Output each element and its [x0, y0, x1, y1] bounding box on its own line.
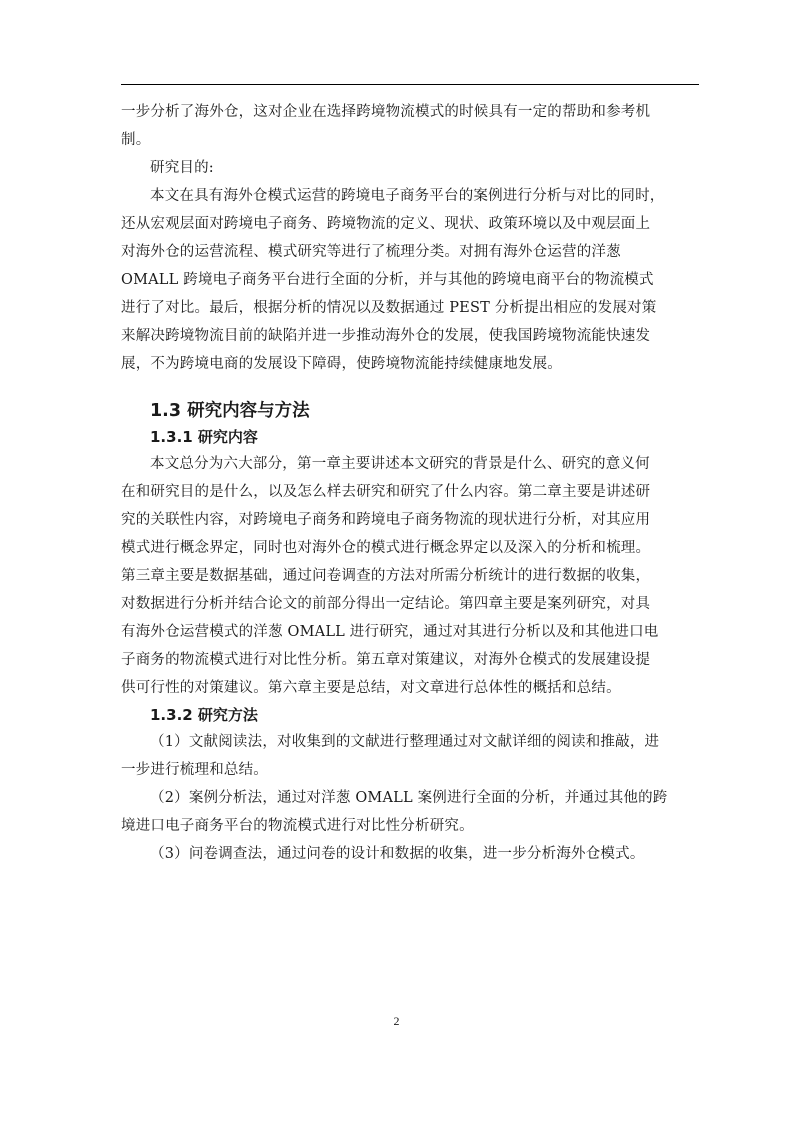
method-item-1 — [121, 728, 701, 784]
text-line: 进行了对比。最后，根据分析的情况以及数据通过 PEST 分析提出相应的发展对策 — [121, 300, 657, 316]
text-line: （1）文献阅读法，对收集到的文献进行整理通过对文献详细的阅读和推敲，进 — [150, 734, 660, 750]
method-item-2 — [121, 784, 701, 840]
page-number: 2 — [393, 1014, 400, 1028]
text-line: 对数据进行分析并结合论文的前部分得出一定结论。第四章主要是案列研究，对具 — [121, 596, 651, 612]
text-line: 有海外仓运营模式的洋葱 OMALL 进行研究，通过对其进行分析以及和其他进口电 — [121, 624, 659, 640]
text-line: 在和研究目的是什么，以及怎么样去研究和研究了什么内容。第二章主要是讲述研 — [121, 484, 651, 500]
text-line: 制。 — [121, 132, 151, 148]
continued-paragraph — [121, 98, 701, 154]
text-line: （2）案例分析法，通过对洋葱 OMALL 案例进行全面的分析，并通过其他的跨 — [150, 790, 668, 806]
text-line: OMALL 跨境电子商务平台进行全面的分析，并与其他的跨境电商平台的物流模式 — [121, 272, 654, 288]
text-line: 供可行性的对策建议。第六章主要是总结，对文章进行总体性的概括和总结。 — [121, 680, 621, 696]
purpose-label: 研究目的: — [150, 160, 214, 176]
text-line: 展，不为跨境电商的发展设下障碍，使跨境物流能持续健康地发展。 — [121, 356, 562, 372]
section-heading: 1.3 研究内容与方法 — [150, 401, 310, 421]
content-paragraph — [121, 450, 701, 702]
subsection-heading-content: 1.3.1 研究内容 — [150, 428, 258, 446]
text-line: （3）问卷调查法，通过问卷的设计和数据的收集，进一步分析海外仓模式。 — [150, 846, 645, 862]
text-line: 本文在具有海外仓模式运营的跨境电子商务平台的案例进行分析与对比的同时， — [150, 188, 665, 204]
text-line: 来解决跨境物流目前的缺陷并进一步推动海外仓的发展，使我国跨境物流能快速发 — [121, 328, 651, 344]
text-line: 还从宏观层面对跨境电子商务、跨境物流的定义、现状、政策环境以及中观层面上 — [121, 216, 651, 232]
text-line: 本文总分为六大部分，第一章主要讲述本文研究的背景是什么、研究的意义何 — [150, 456, 650, 472]
text-line: 对海外仓的运营流程、模式研究等进行了梳理分类。对拥有海外仓运营的洋葱 — [121, 244, 621, 260]
method-item-3 — [121, 840, 701, 868]
subsection-heading-method: 1.3.2 研究方法 — [150, 706, 258, 724]
text-line: 一步进行梳理和总结。 — [121, 762, 268, 778]
text-line: 子商务的物流模式进行对比性分析。第五章对策建议，对海外仓模式的发展建设提 — [121, 652, 651, 668]
text-line: 境进口电子商务平台的物流模式进行对比性分析研究。 — [121, 818, 474, 834]
purpose-paragraph — [121, 182, 701, 378]
text-line: 究的关联性内容，对跨境电子商务和跨境电子商务物流的现状进行分析，对其应用 — [121, 512, 651, 528]
text-line: 一步分析了海外仓，这对企业在选择跨境物流模式的时候具有一定的帮助和参考机 — [121, 104, 651, 120]
text-line: 第三章主要是数据基础，通过问卷调查的方法对所需分析统计的进行数据的收集， — [121, 568, 651, 584]
header-rule — [121, 84, 699, 85]
page-body — [121, 98, 701, 868]
text-line: 模式进行概念界定，同时也对海外仓的模式进行概念界定以及深入的分析和梳理。 — [121, 540, 651, 556]
